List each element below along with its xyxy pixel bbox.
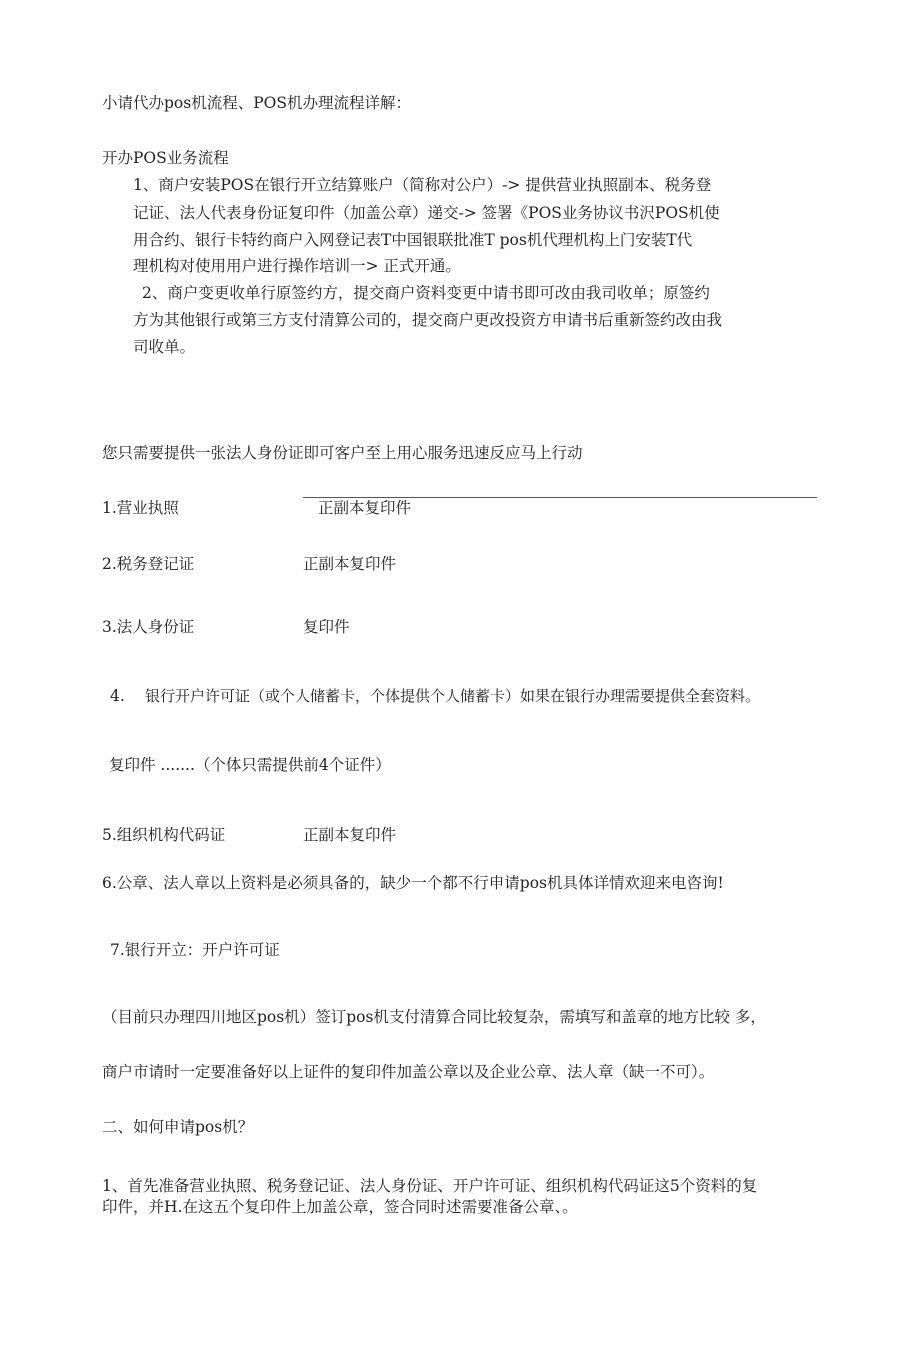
para2-line-3: 司收单。: [133, 338, 196, 356]
requirement-3-label: 3.法人身份证: [102, 618, 195, 636]
para1-line-3: 用合约、银行卡特约商户入网登记表T中国银联批准T pos机代理机构上门安装T代: [133, 231, 693, 249]
para2-line-1: 2、商户变更收单行原签约方，提交商户资料变更中请书即可改由我司收单；原签约: [142, 284, 710, 302]
requirement-3-value: 复印件: [303, 618, 350, 636]
para1-line-1: 1、商户安装POS在银行开立结算账户（简称对公户）-> 提供营业执照副本、税务登: [133, 176, 712, 194]
item6-text: 6.公章、法人章以上资料是必须具备的，缺少一个都不行申请pos机具体详情欢迎来电咨询!: [102, 874, 724, 892]
section2-para-line-2: 印件，并H.在这五个复印件上加盖公章，签合同时述需要准备公章、。: [102, 1198, 578, 1216]
section2-para-line-1: 1、首先准备营业执照、税务登记证、法人身份证、开户许可证、组织机构代码证这5个资料的复: [102, 1177, 758, 1195]
item7-text: 7.银行开立：开户许可证: [110, 941, 280, 959]
requirement-2-label: 2.税务登记证: [102, 555, 195, 573]
requirement-1-label: 1.营业执照: [102, 499, 179, 517]
section1-heading: 开办POS业务流程: [102, 149, 229, 167]
para1-line-4: 理机构对使用用户进行操作培训一> 正式开通。: [133, 257, 461, 275]
item4-note: 复印件 .......（个体只需提供前4个证件）: [109, 756, 391, 774]
note-line-1: （目前只办理四川地区pos机）签订pos机支付清算合同比较复杂，需填写和盖章的地方比较 多，: [102, 1008, 766, 1026]
item4-text: 银行开户许可证（或个人储蓄卡，个体提供个人储蓄卡）如果在银行办理需要提供全套资料。: [145, 687, 761, 705]
item4-number: 4.: [110, 687, 125, 705]
note-line-2: 商户市请时一定要准备好以上证件的复印件加盖公章以及企业公章、法人章（缺一不可）。: [102, 1063, 715, 1081]
requirement-2-value: 正副本复印件: [303, 555, 397, 573]
intro-text: 您只需要提供一张法人身份证即可客户至上用心服务迅速反应马上行动: [102, 444, 583, 462]
document-title: 小请代办pos机流程、POS机办理流程详解：: [102, 94, 411, 112]
para1-line-2: 记证、法人代表身份证复印件（加盖公章）递交-> 签署《POS业务协议书沢POS机使: [133, 204, 720, 222]
requirement-1-value: 正副本复印件: [318, 499, 412, 517]
section2-heading: 二、如何申请pos机？: [102, 1118, 254, 1136]
item5-label: 5.组织机构代码证: [102, 826, 226, 844]
item5-value: 正副本复印件: [303, 826, 397, 844]
para2-line-2: 方为其他银行或第三方支付清算公司的，提交商户更改投资方申请书后重新签约改由我: [133, 311, 723, 329]
